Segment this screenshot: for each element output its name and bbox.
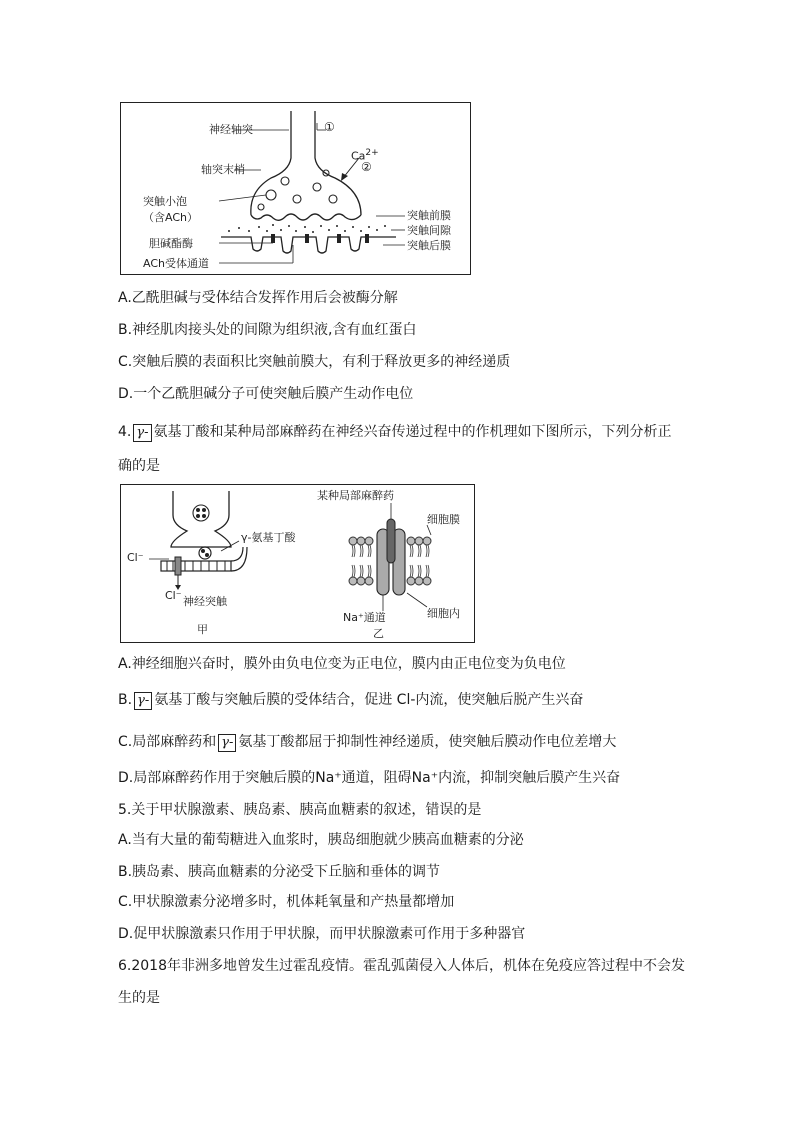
label-pre-membrane: 突触前膜	[407, 209, 451, 222]
q3-option-d: D.一个乙酰胆碱分子可使突触后膜产生动作电位	[118, 386, 414, 402]
q4-option-b-text: 氨基丁酸与突触后膜的受体结合，促进 Cl-内流，使突触后脱产生兴奋	[154, 692, 584, 708]
q6-stem-line2: 生的是	[118, 990, 160, 1006]
label-cell-membrane: 细胞膜	[427, 513, 460, 526]
q4-stem-text: 氨基丁酸和某种局部麻醉药在神经兴奋传递过程中的作机理如下图所示，下列分析正	[153, 424, 672, 440]
label-vesicle-ach: （含ACh）	[143, 211, 198, 224]
q4-option-d: D.局部麻醉药作用于突触后膜的Na⁺通道，阻碍Na⁺内流，抑制突触后膜产生兴奋	[118, 770, 621, 786]
label-synapse: 神经突触	[183, 595, 227, 608]
label-cell-inside: 细胞内	[427, 607, 460, 620]
anesthetic-figure	[120, 484, 475, 643]
label-gaba: γ-氨基丁酸	[241, 531, 296, 544]
q4-option-a: A.神经细胞兴奋时，膜外由负电位变为正电位，膜内由正电位变为负电位	[118, 656, 566, 672]
q3-option-c: C.突触后膜的表面积比突触前膜大，有利于释放更多的神经递质	[118, 354, 511, 370]
q3-option-b: B.神经肌肉接头处的间隙为组织液,含有血红蛋白	[118, 322, 417, 338]
label-circle1: ①	[324, 120, 335, 134]
gamma-symbol: γ-	[218, 734, 236, 752]
label-cl-top: Cl⁻	[127, 551, 144, 564]
label-axon: 神经轴突	[209, 123, 253, 136]
label-receptor-channel: ACh受体通道	[143, 257, 209, 270]
gamma-symbol: γ-	[133, 424, 151, 442]
label-cholinesterase: 胆碱酯酶	[149, 237, 193, 250]
label-cleft: 突触间隙	[407, 224, 451, 237]
q4-stem-line1	[118, 422, 672, 442]
q4-option-c-prefix: C.局部麻醉药和	[118, 734, 217, 750]
q5-option-d: D.促甲状腺激素只作用于甲状腺，而甲状腺激素可作用于多种器官	[118, 926, 526, 942]
label-caption-jia: 甲	[197, 623, 208, 636]
q4-option-b	[118, 690, 583, 710]
label-caption-yi: 乙	[373, 627, 384, 640]
q3-option-a: A.乙酰胆碱与受体结合发挥作用后会被酶分解	[118, 290, 398, 306]
q4-option-c	[118, 732, 616, 752]
label-post-membrane: 突触后膜	[407, 239, 451, 252]
q4-option-c-text: 氨基丁酸都屈于抑制性神经递质，使突触后膜动作电位差增大	[238, 734, 617, 750]
label-anesthetic: 某种局部麻醉药	[317, 489, 394, 502]
synapse-figure	[120, 102, 471, 275]
anesthetic-diagram	[121, 485, 474, 642]
gamma-symbol: γ-	[134, 692, 152, 710]
label-ca-text: Ca	[351, 149, 366, 163]
q4-number: 4.	[118, 424, 132, 440]
q5-stem: 5.关于甲状腺激素、胰岛素、胰高血糖素的叙述，错误的是	[118, 802, 482, 818]
label-vesicle: 突触小泡	[143, 195, 187, 208]
q5-option-c: C.甲状腺激素分泌增多时，机体耗氧量和产热量都增加	[118, 894, 455, 910]
label-ca-charge: 2+	[365, 148, 379, 158]
label-cl-bottom: Cl⁻	[165, 589, 182, 602]
label-na-channel: Na⁺通道	[343, 611, 386, 624]
q6-stem-line1: 6.2018年非洲多地曾发生过霍乱疫情。霍乱弧菌侵入人体后，机体在免疫应答过程中不会发	[118, 958, 685, 974]
q5-option-a: A.当有大量的葡萄糖进入血浆时，胰岛细胞就少胰高血糖素的分泌	[118, 832, 524, 848]
q4-option-b-prefix: B.	[118, 692, 133, 708]
label-circle2: ②	[361, 160, 372, 174]
label-terminal: 轴突末梢	[201, 163, 245, 176]
q4-stem-line2: 确的是	[118, 458, 160, 474]
q5-option-b: B.胰岛素、胰高血糖素的分泌受下丘脑和垂体的调节	[118, 864, 441, 880]
